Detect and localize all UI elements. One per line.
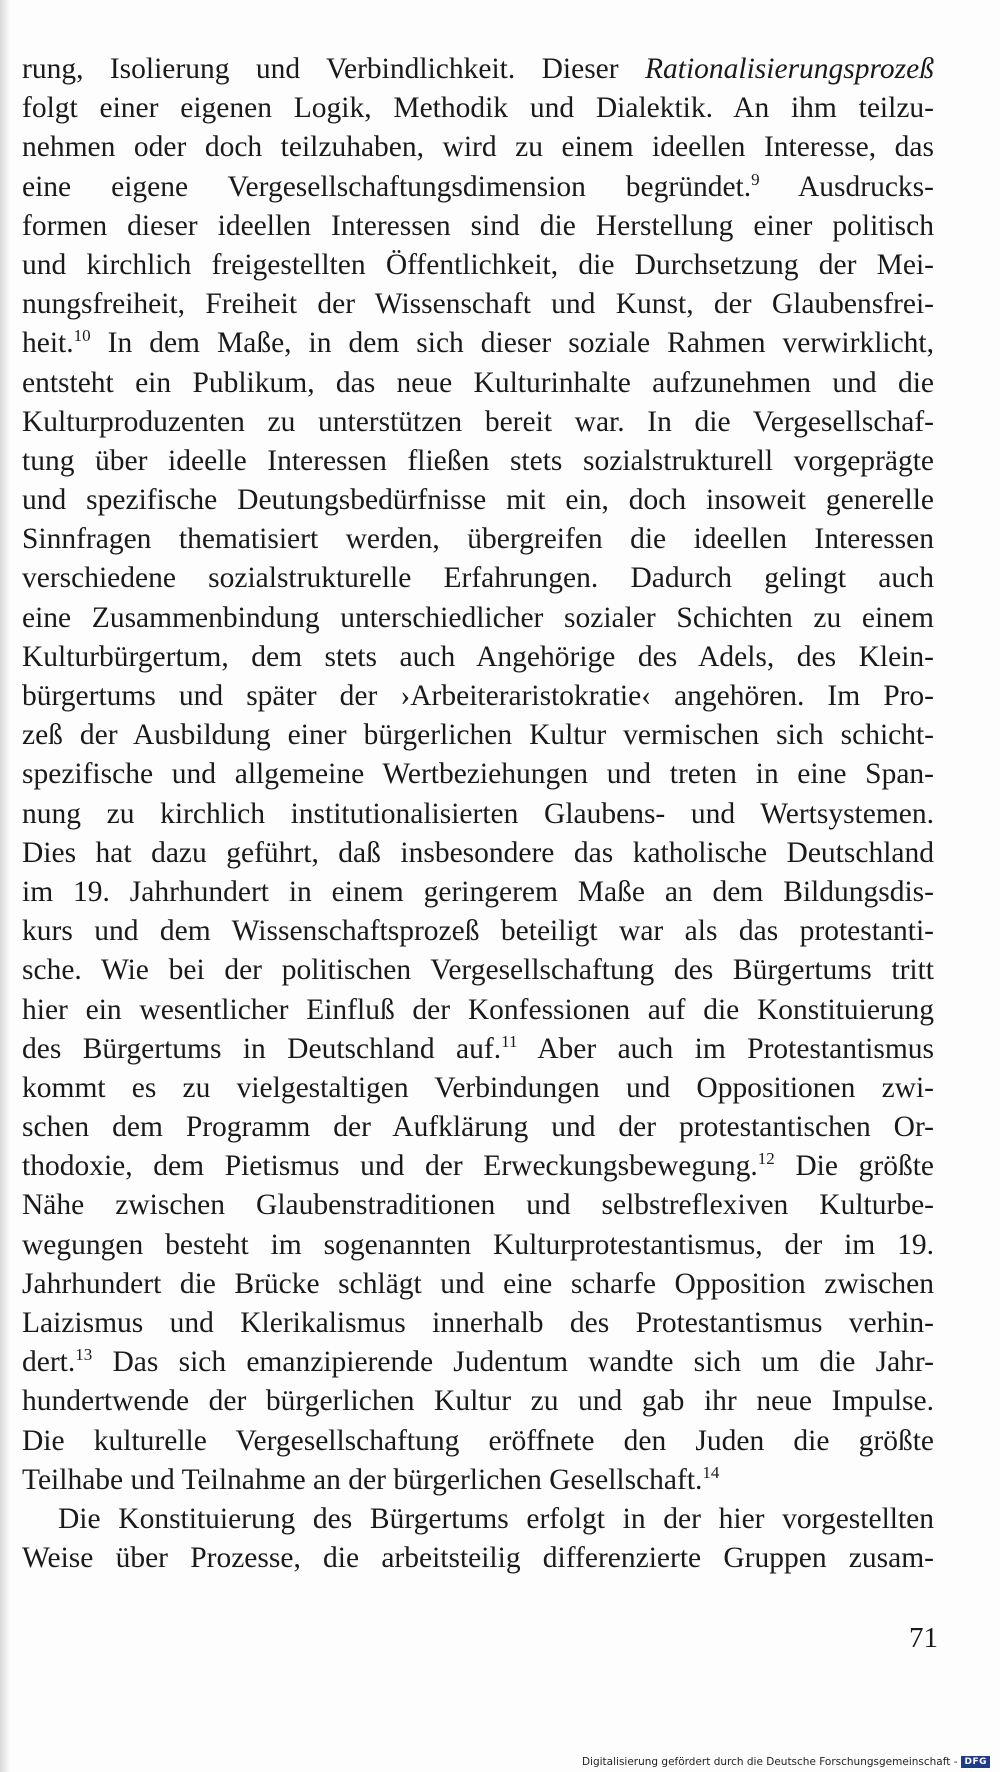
text-run: und spezifische Deutungsbedürfnisse mit ein, doch insoweit generelle [22, 484, 934, 517]
text-line [22, 128, 934, 167]
text-line [22, 1108, 934, 1147]
text-line [22, 89, 934, 128]
text-run: Die Konstituierung des Bürgertums erfolgt in der hier vorgestellten [58, 1502, 934, 1535]
text-run: nehmen oder doch teilzuhaben, wird zu einem ideellen Interesse, das [22, 131, 934, 164]
digitization-credit [582, 1756, 990, 1768]
text-run: schen dem Programm der Aufklärung und der protestantischen Or- [22, 1111, 934, 1144]
footnote-marker: 10 [73, 326, 91, 346]
text-run: hundertwende der bürgerlichen Kultur zu und gab ihr neue Impulse. [22, 1385, 934, 1418]
text-run: nungsfreiheit, Freiheit der Wissenschaft und Kunst, der Glaubensfrei- [22, 288, 934, 321]
text-line [22, 364, 934, 403]
footnote-marker: 9 [751, 169, 760, 189]
body-text [22, 50, 934, 1578]
text-line [22, 1422, 934, 1461]
text-line [22, 246, 934, 285]
text-run: Ausdrucks- [759, 170, 934, 203]
text-line [22, 1500, 934, 1539]
footnote-marker: 12 [757, 1149, 775, 1169]
italic-term: Rationalisierungsprozeß [645, 53, 934, 85]
text-run: eine eigene Vergesellschaftungsdimension begründet. [22, 170, 752, 203]
text-run: dert. [22, 1346, 76, 1379]
text-run: Die kulturelle Vergesellschaftung eröffnete den Juden die größte [22, 1424, 934, 1457]
credit-text: Digitalisierung gefördert durch die Deutsche Forschungsgemeinschaft - [581, 1756, 958, 1768]
footnote-marker: 13 [75, 1345, 93, 1365]
text-run: kommt es zu vielgestaltigen Verbindungen und Oppositionen zwi- [22, 1071, 934, 1104]
text-line [22, 991, 934, 1030]
text-run: wegungen besteht im sogenannten Kulturprotestantismus, der im 19. [22, 1228, 934, 1261]
text-line [22, 50, 934, 89]
text-run: In dem Maße, in dem sich dieser soziale Rahmen verwirklicht, [90, 327, 934, 360]
text-run: rung, Isolierung und Verbindlichkeit. Dieser [22, 53, 645, 85]
text-run: Das sich emanzipierende Judentum wandte sich um die Jahr- [92, 1346, 934, 1379]
text-line [22, 755, 934, 794]
text-run: entsteht ein Publikum, das neue Kulturinhalte aufzunehmen und die [22, 366, 934, 399]
text-line [22, 638, 934, 677]
footnote-marker: 14 [702, 1462, 720, 1482]
text-run: Sinnfragen thematisiert werden, übergreifen die ideellen Interessen [22, 523, 934, 556]
text-run: hier ein wesentlicher Einfluß der Konfessionen auf die Konstituierung [22, 993, 934, 1026]
text-line [22, 1226, 934, 1265]
text-run: folgt einer eigenen Logik, Methodik und Dialektik. An ihm teilzu- [22, 92, 934, 125]
text-line [22, 520, 934, 559]
text-run: des Bürgertums in Deutschland auf. [22, 1032, 502, 1065]
text-run: nung zu kirchlich institutionalisierten Glaubens- und Wertsystemen. [22, 797, 934, 830]
text-run: thodoxie, dem Pietismus und der Erweckungsbewegung. [22, 1150, 758, 1183]
text-run: Weise über Prozesse, die arbeitsteilig differenzierte Gruppen zusam- [22, 1542, 934, 1575]
text-run: spezifische und allgemeine Wertbeziehungen und treten in eine Span- [22, 758, 934, 791]
text-line [22, 324, 934, 363]
text-line [22, 1265, 934, 1304]
text-line [22, 1343, 934, 1382]
page-number: 71 [909, 1622, 938, 1654]
text-line [22, 716, 934, 755]
text-run: im 19. Jahrhundert in einem geringerem Maße an dem Bildungsdis- [22, 875, 934, 908]
text-run: bürgertums und später der ›Arbeiteraristokratie‹ angehören. Im Pro- [22, 680, 934, 712]
text-line [22, 599, 934, 638]
text-run: verschiedene sozialstrukturelle Erfahrungen. Dadurch gelingt auch [22, 562, 934, 595]
text-run: zeß der Ausbildung einer bürgerlichen Kultur vermischen sich schicht- [22, 719, 934, 752]
text-line [22, 1147, 934, 1186]
text-run: eine Zusammenbindung unterschiedlicher sozialer Schichten zu einem [22, 601, 934, 634]
text-line [22, 1539, 934, 1578]
text-line [22, 442, 934, 481]
text-line [22, 1461, 934, 1500]
text-line [22, 168, 934, 207]
text-run: Nähe zwischen Glaubenstraditionen und selbstreflexiven Kulturbe- [22, 1189, 934, 1222]
text-line [22, 1304, 934, 1343]
text-run: formen dieser ideellen Interessen sind die Herstellung einer politisch [22, 209, 934, 242]
dfg-logo: DFG [961, 1756, 990, 1768]
text-run: Dies hat dazu geführt, daß insbesondere das katholische Deutschland [22, 836, 934, 869]
text-run: Laizismus und Klerikalismus innerhalb des Protestantismus verhin- [22, 1307, 934, 1339]
text-line [22, 481, 934, 520]
text-line [22, 403, 934, 442]
text-line [22, 912, 934, 951]
footnote-marker: 11 [501, 1031, 518, 1051]
text-line [22, 207, 934, 246]
text-run: und kirchlich freigestellten Öffentlichkeit, die Durchsetzung der Mei- [22, 248, 934, 281]
text-run: Die größte [774, 1150, 934, 1183]
text-run: kurs und dem Wissenschaftsprozeß beteiligt war als das protestanti- [22, 915, 934, 948]
text-line [22, 873, 934, 912]
text-run: Kulturproduzenten zu unterstützen bereit war. In die Vergesellschaf- [22, 405, 934, 438]
page-edge-shadow [0, 0, 10, 1772]
text-line [22, 1186, 934, 1225]
text-run: Kulturbürgertum, dem stets auch Angehörige des Adels, des Klein- [22, 640, 934, 673]
text-run: heit. [22, 327, 74, 360]
text-line [22, 677, 934, 716]
text-line [22, 834, 934, 873]
text-line [22, 285, 934, 324]
text-line [22, 1030, 934, 1069]
text-line [22, 795, 934, 834]
text-run: Jahrhundert die Brücke schlägt und eine scharfe Opposition zwischen [22, 1267, 934, 1300]
text-line [22, 951, 934, 990]
text-line [22, 1069, 934, 1108]
text-run: Aber auch im Protestantismus [517, 1032, 935, 1065]
text-run: tung über ideelle Interessen fließen stets sozialstrukturell vorgeprägte [22, 444, 934, 477]
text-line [22, 1382, 934, 1421]
text-line [22, 559, 934, 598]
text-run: Teilhabe und Teilnahme an der bürgerlichen Gesellschaft. [22, 1463, 703, 1496]
text-run: sche. Wie bei der politischen Vergesellschaftung des Bürgertums tritt [22, 954, 934, 987]
